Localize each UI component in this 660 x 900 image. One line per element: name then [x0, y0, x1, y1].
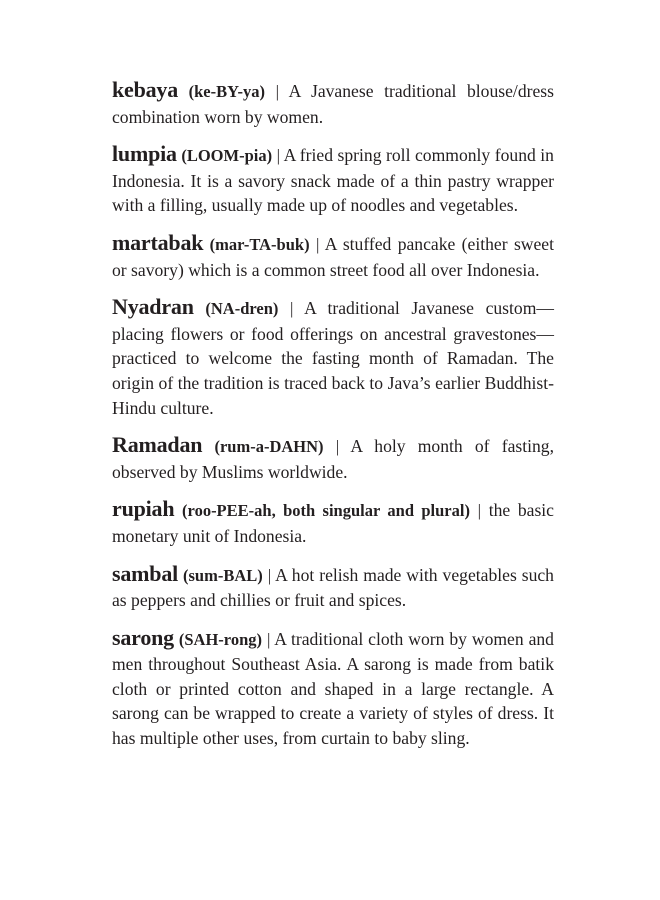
entry-definition: A stuffed pancake (either sweet or savory) which is a common street food all over Indonesia. [112, 233, 554, 280]
entry-pronunciation: (ke-BY-ya) [188, 82, 266, 101]
entry-separator: | [267, 565, 272, 585]
glossary-entry-ramadan [112, 433, 554, 484]
entry-definition: A traditional cloth worn by women and men throughout Southeast Asia. A sarong is made from batik cloth or printed cotton and shaped in a large rectangle. A sarong can be wrapped to create a variety of styles of dress. It has multiple other uses, from curtain to baby sling. [112, 628, 554, 749]
glossary-entry-kebaya [112, 78, 554, 129]
entry-definition: the basic monetary unit of Indonesia. [112, 500, 554, 546]
entry-pronunciation: (rum-a-DAHN) [214, 437, 324, 457]
entry-separator: | [335, 437, 340, 457]
entry-definition: A holy month of fasting, observed by Muslims worldwide. [112, 436, 554, 482]
entry-term: sarong [112, 624, 174, 650]
entry-definition: A fried spring roll commonly found in Indonesia. It is a savory snack made of a thin pastry wrapper with a filling, usually made up of noodles and vegetables. [112, 145, 554, 216]
entry-term: kebaya [112, 77, 179, 102]
glossary-entry-sarong [112, 626, 554, 751]
entry-term: Nyadran [112, 294, 194, 320]
entry-pronunciation: (roo-PEE-ah, both singular and plural) [182, 501, 470, 521]
entry-pronunciation: (mar-TA-buk) [209, 234, 310, 254]
entry-term: lumpia [112, 141, 177, 167]
entry-pronunciation: (sum-BAL) [183, 565, 263, 585]
entry-separator: | [275, 82, 280, 101]
entry-separator: | [266, 629, 271, 649]
entry-definition: A hot relish made with vegetables such as peppers and chillies or fruit and spices. [112, 564, 554, 611]
glossary-entry-martabak [112, 231, 554, 282]
entry-definition: A traditional Javanese custom—placing flowers or food offerings on ancestral gravestones—practiced to welcome the fasting month of Ramadan. The origin of the tradition is traced back to Java’s earlier Buddhist-Hindu culture. [112, 298, 554, 418]
glossary-entry-lumpia [112, 142, 554, 218]
glossary-entry-sambal [112, 562, 554, 613]
entry-term: sambal [112, 560, 179, 586]
entry-pronunciation: (NA-dren) [205, 299, 279, 319]
entry-term: rupiah [112, 496, 175, 522]
entry-definition: A Javanese traditional blouse/dress combination worn by women. [112, 81, 554, 127]
entry-pronunciation: (SAH-rong) [178, 629, 263, 649]
entry-separator: | [477, 501, 482, 521]
entry-separator: | [315, 234, 320, 254]
entry-separator: | [276, 146, 281, 166]
entry-term: Ramadan [112, 432, 203, 458]
glossary-entry-rupiah [112, 497, 554, 548]
entry-pronunciation: (LOOM-pia) [181, 146, 273, 166]
entry-separator: | [290, 299, 294, 319]
entry-term: martabak [112, 229, 204, 255]
glossary-page [112, 78, 554, 764]
glossary-entry-nyadran [112, 295, 554, 420]
